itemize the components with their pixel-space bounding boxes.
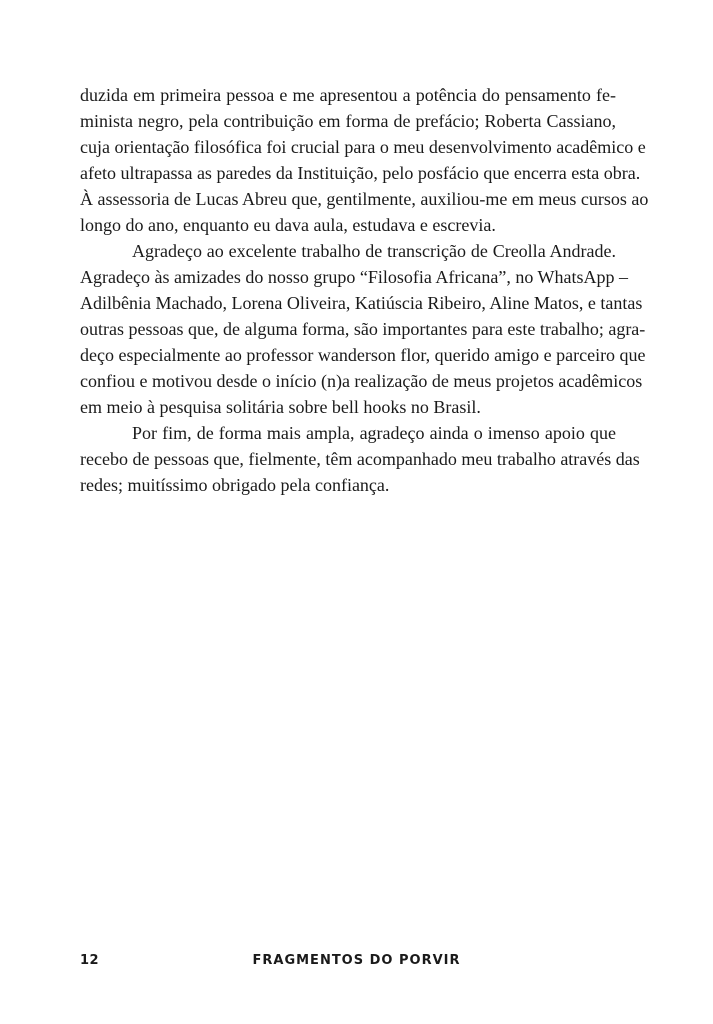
page-number: 12 xyxy=(80,953,100,968)
text-line: deço especialmente ao professor wanderson flor, querido amigo e parceiro que xyxy=(80,345,646,365)
running-footer-title: FRAGMENTOS DO PORVIR xyxy=(252,953,461,968)
text-line: Por fim, de forma mais ampla, agradeço ainda o imenso apoio que xyxy=(132,423,616,443)
text-line: Adilbênia Machado, Lorena Oliveira, Katiúscia Ribeiro, Aline Matos, e tantas xyxy=(80,293,643,313)
paragraph-3 xyxy=(80,420,640,498)
paragraph-2 xyxy=(80,238,646,420)
text-line: Agradeço ao excelente trabalho de transcrição de Creolla Andrade. xyxy=(132,241,616,261)
text-line: outras pessoas que, de alguma forma, são importantes para este trabalho; agra- xyxy=(80,319,646,339)
text-line: confiou e motivou desde o início (n)a realização de meus projetos acadêmicos xyxy=(80,371,643,391)
text-line: redes; muitíssimo obrigado pela confiança. xyxy=(80,475,390,495)
text-line: Agradeço às amizades do nosso grupo “Filosofia Africana”, no WhatsApp – xyxy=(80,267,629,287)
body-text xyxy=(80,82,649,498)
text-line: cuja orientação filosófica foi crucial para o meu desenvolvimento acadêmico e xyxy=(80,137,646,157)
paragraph-1 xyxy=(80,82,649,238)
text-line: longo do ano, enquanto eu dava aula, estudava e escrevia. xyxy=(80,215,496,235)
text-line: recebo de pessoas que, fielmente, têm acompanhado meu trabalho através das xyxy=(80,449,640,469)
text-line: duzida em primeira pessoa e me apresentou a potência do pensamento fe- xyxy=(80,85,616,105)
text-line: minista negro, pela contribuição em forma de prefácio; Roberta Cassiano, xyxy=(80,111,616,131)
text-line: afeto ultrapassa as paredes da Instituição, pelo posfácio que encerra esta obra. xyxy=(80,163,641,183)
text-line: em meio à pesquisa solitária sobre bell hooks no Brasil. xyxy=(80,397,481,417)
text-line: À assessoria de Lucas Abreu que, gentilmente, auxiliou-me em meus cursos ao xyxy=(80,189,649,209)
